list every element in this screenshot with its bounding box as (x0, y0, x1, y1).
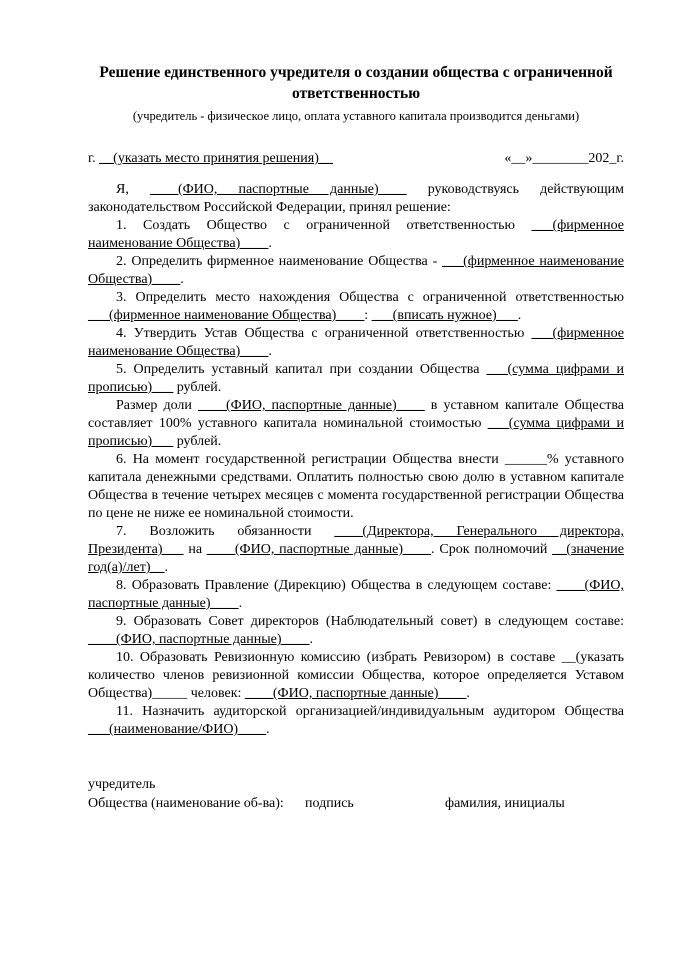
paragraph (88, 181, 624, 217)
text-run: на (183, 542, 207, 557)
text-run: . (164, 560, 169, 575)
date-fill-in-blank: «__»________202_г. (504, 151, 624, 166)
place-field (88, 150, 333, 168)
fill-in-blank: ____(ФИО, паспортные данные)____ (149, 182, 407, 197)
fill-in-blank: ___(вписать нужное)___ (371, 308, 518, 323)
fill-in-blank: ___(сумма цифрами и прописью)___ (88, 416, 624, 449)
city-fill-in-blank: __(указать место принятия решения)__ (99, 151, 333, 166)
fill-in-blank: ____(ФИО, паспортные данные)____ (206, 542, 432, 557)
signature-row (88, 794, 624, 813)
name-initials-label: фамилия, инициалы (445, 796, 565, 811)
fill-in-blank: ___(наименование/ФИО)____ (88, 722, 267, 737)
company-name-label: Общества (наименование об-ва): (88, 796, 284, 811)
text-run: 8. Образовать Правление (Дирекцию) Общества в следующем составе: (116, 578, 557, 593)
fill-in-blank: ____(ФИО, паспортные данные)____ (244, 686, 467, 701)
signature-label: подпись (305, 796, 354, 811)
paragraph (88, 451, 624, 523)
text-run: . (517, 308, 522, 323)
signature-block (88, 775, 624, 813)
fill-in-blank: ___(сумма цифрами и прописью)___ (88, 362, 624, 395)
paragraph (88, 577, 624, 613)
paragraph (88, 361, 624, 397)
paragraph (88, 397, 624, 451)
document-title-line2: ответственностью (291, 85, 421, 102)
paragraph (88, 253, 624, 289)
text-run: 9. Образовать Совет директоров (Наблюдательный совет) в следующем составе: (116, 614, 624, 629)
text-run: 5. Определить уставный капитал при создании Общества (116, 362, 487, 377)
text-run: Размер доли (116, 398, 198, 413)
text-run: 2. Определить фирменное наименование Общества - (116, 254, 443, 269)
document-body (88, 181, 624, 739)
text-run: . (266, 722, 270, 737)
text-run: . (268, 344, 272, 359)
fill-in-blank: ____(ФИО, паспортные данные)____ (198, 398, 425, 413)
text-run: 1. Создать Общество с ограниченной ответственностью (116, 218, 532, 233)
paragraph (88, 703, 624, 739)
paragraph (88, 613, 624, 649)
paragraph (88, 217, 624, 253)
paragraph (88, 325, 624, 361)
text-run: . (180, 272, 184, 287)
place-date-row (88, 150, 624, 168)
founder-label: учредитель (88, 777, 156, 792)
fill-in-blank: ____(ФИО, паспортные данные)____ (88, 632, 310, 647)
text-run: : (364, 308, 372, 323)
document-subtitle: (учредитель - физическое лицо, оплата уставного капитала производится деньгами) (132, 109, 580, 123)
text-run: . (238, 596, 243, 611)
text-run: . (268, 236, 272, 251)
text-run: . (466, 686, 470, 701)
text-run: руководствуясь действующим законодательством Российской Федерации, принял решение: (88, 182, 624, 215)
text-run: 3. Определить место нахождения Общества с ограниченной ответственностью (116, 290, 624, 305)
text-run: Я, (116, 182, 150, 197)
text-run: в уставном капитале Общества составляет 100% уставного капитала номинальной стоимостью (88, 398, 624, 431)
fill-in-blank: ___(фирменное наименование Общества)____ (88, 254, 624, 287)
document-title (88, 62, 624, 104)
text-run: рублей. (173, 380, 222, 395)
document-title-line1: Решение единственного учредителя о создании общества с ограниченной (99, 64, 613, 81)
fill-in-blank: ___(фирменное наименование Общества)____ (88, 218, 624, 251)
text-run: 7. Возложить обязанности (116, 524, 335, 539)
fill-in-blank: ___(фирменное наименование Общества)____ (88, 326, 624, 359)
text-run: 11. Назначить аудиторской организацией/индивидуальным аудитором Общества (116, 704, 624, 719)
fill-in-blank: ____(ФИО, паспортные данные)____ (88, 578, 624, 611)
text-run: рублей. (173, 434, 222, 449)
fill-in-blank: ___(фирменное наименование Общества)____ (88, 308, 365, 323)
paragraph (88, 649, 624, 703)
text-run: 10. Образовать Ревизионную комиссию (избрать Ревизором) в составе __(указать количество членов ревизионной комиссии Общества, которое определяется Уставом Общества)_____ человек: (88, 650, 624, 701)
text-run: 6. На момент государственной регистрации Общества внести ______% уставного капитала денежными средствами. Оплатить полностью свою долю в уставном капитале Общества в течение четырех месяцев с момента государственной регистрации Общества по цене не ниже ее номинальной стоимости. (88, 452, 624, 521)
fill-in-blank: __(значение год(а)/лет)__ (88, 542, 624, 575)
paragraph (88, 289, 624, 325)
text-run: . Срок полномочий (431, 542, 553, 557)
city-prefix: г. (88, 151, 100, 166)
text-run: . (309, 632, 314, 647)
fill-in-blank: ____(Директора, Генерального директора, Президента)___ (88, 524, 624, 557)
text-run: 4. Утвердить Устав Общества с ограниченной ответственностью (116, 326, 532, 341)
paragraph (88, 523, 624, 577)
